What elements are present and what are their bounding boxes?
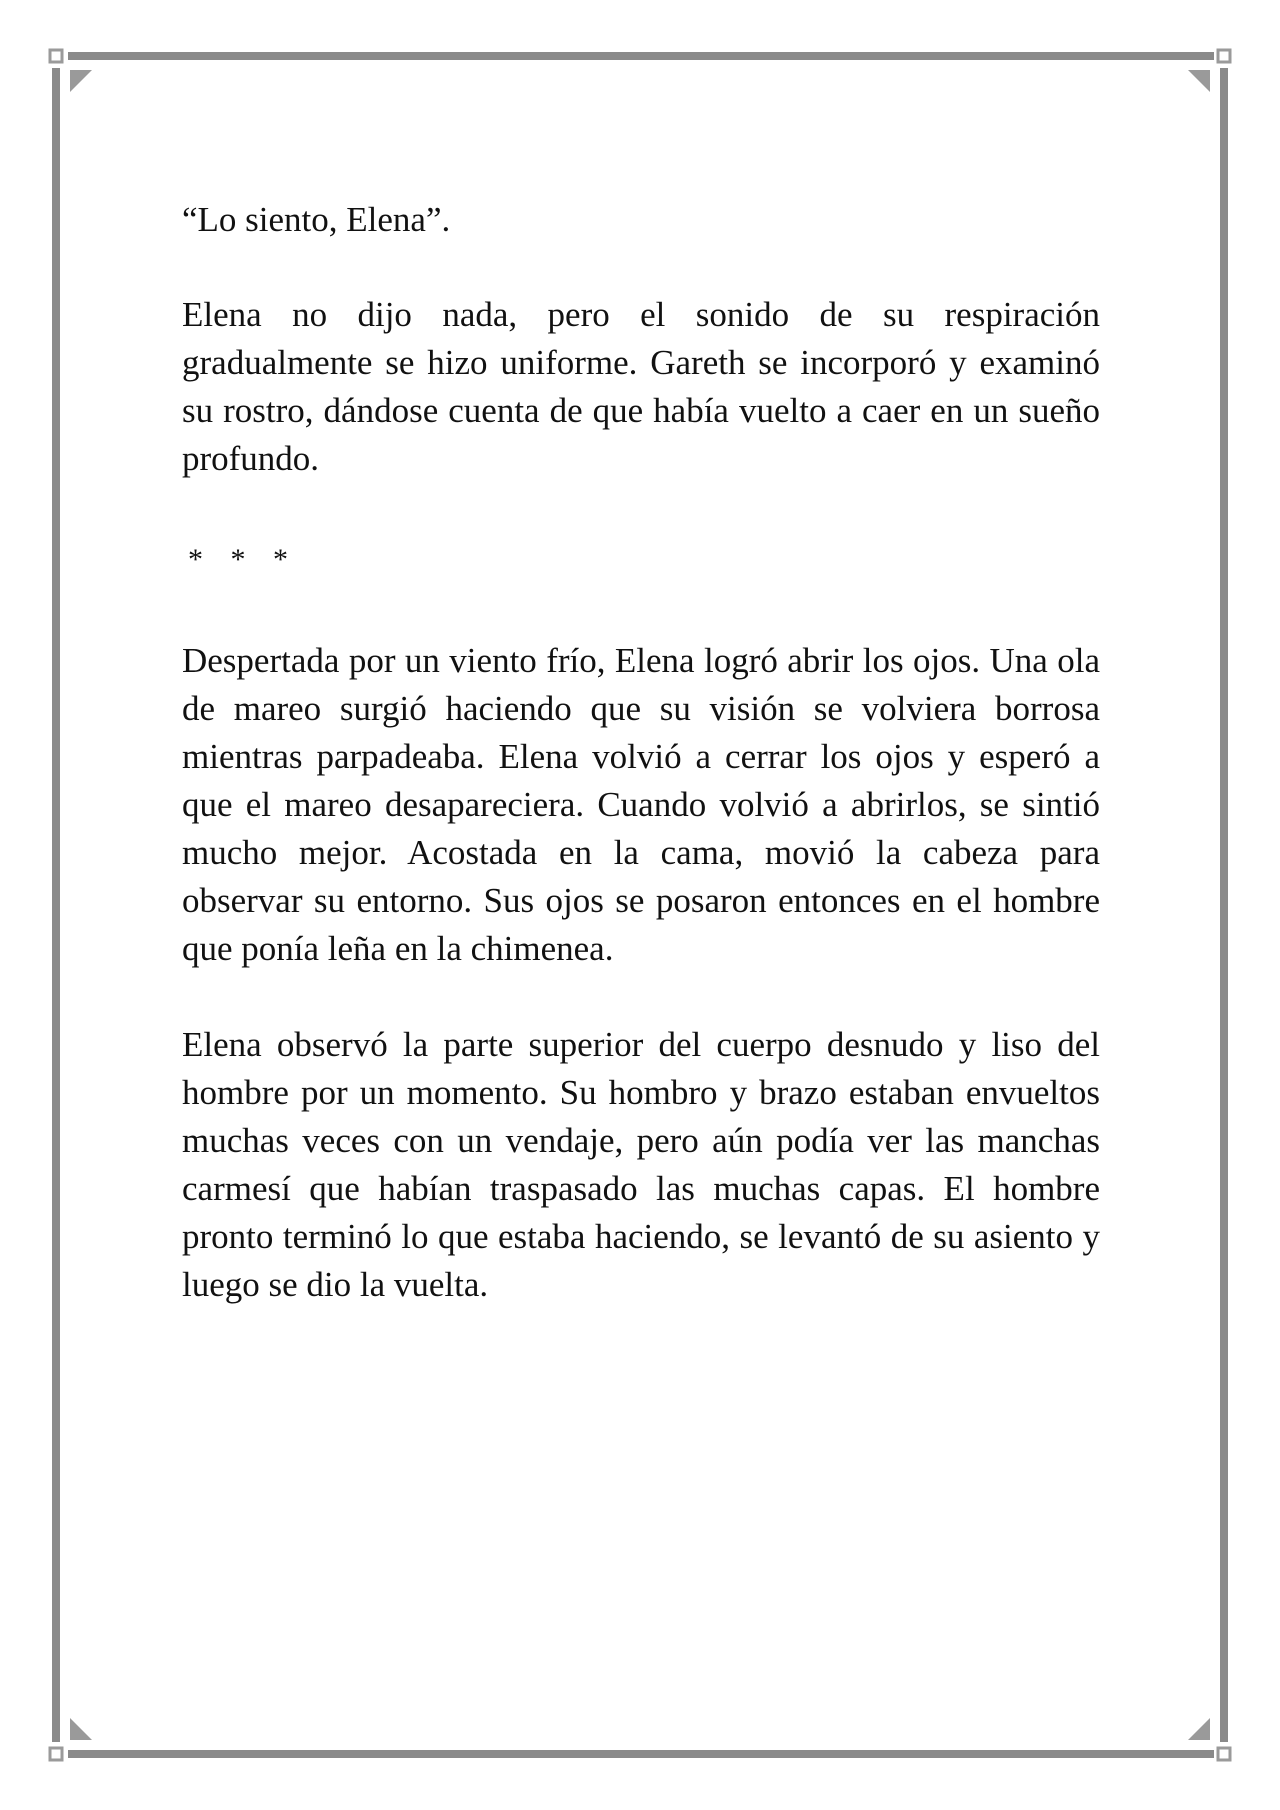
corner-triangle-icon [70, 1718, 92, 1740]
paragraph: Elena no dijo nada, pero el sonido de su respiración gradualmente se hizo uniforme. Gareth se incorporó y examinó su rostro, dándose cuenta de que había vuelto a caer en un sueño profundo. [182, 295, 1100, 478]
scene-break: * * * [188, 543, 298, 576]
paragraph: Despertada por un viento frío, Elena logró abrir los ojos. Una ola de mareo surgió haciendo que su visión se volviera borrosa mientras parpadeaba. Elena volvió a cerrar los ojos y esperó a que el mareo desapareciera. Cuando volvió a abrirlos, se sintió mucho mejor. Acostada en la cama, movió la cabeza para observar su entorno. Sus ojos se posaron entonces en el hombre que ponía leña en la chimenea. [182, 641, 1100, 968]
corner-triangle-icon [1188, 1718, 1210, 1740]
paragraph: Elena observó la parte superior del cuerpo desnudo y liso del hombre por un momento. Su hombro y brazo estaban envueltos muchas veces con un vendaje, pero aún podía ver las manchas carmesí que habían traspasado las muchas capas. El hombre pronto terminó lo que estaba haciendo, se levantó de su asiento y luego se dio la vuelta. [182, 1025, 1100, 1304]
document-body [182, 196, 1100, 1357]
corner-triangle-icon [1188, 70, 1210, 92]
corner-triangle-icon [70, 70, 92, 92]
paragraph: “Lo siento, Elena”. [182, 200, 451, 239]
